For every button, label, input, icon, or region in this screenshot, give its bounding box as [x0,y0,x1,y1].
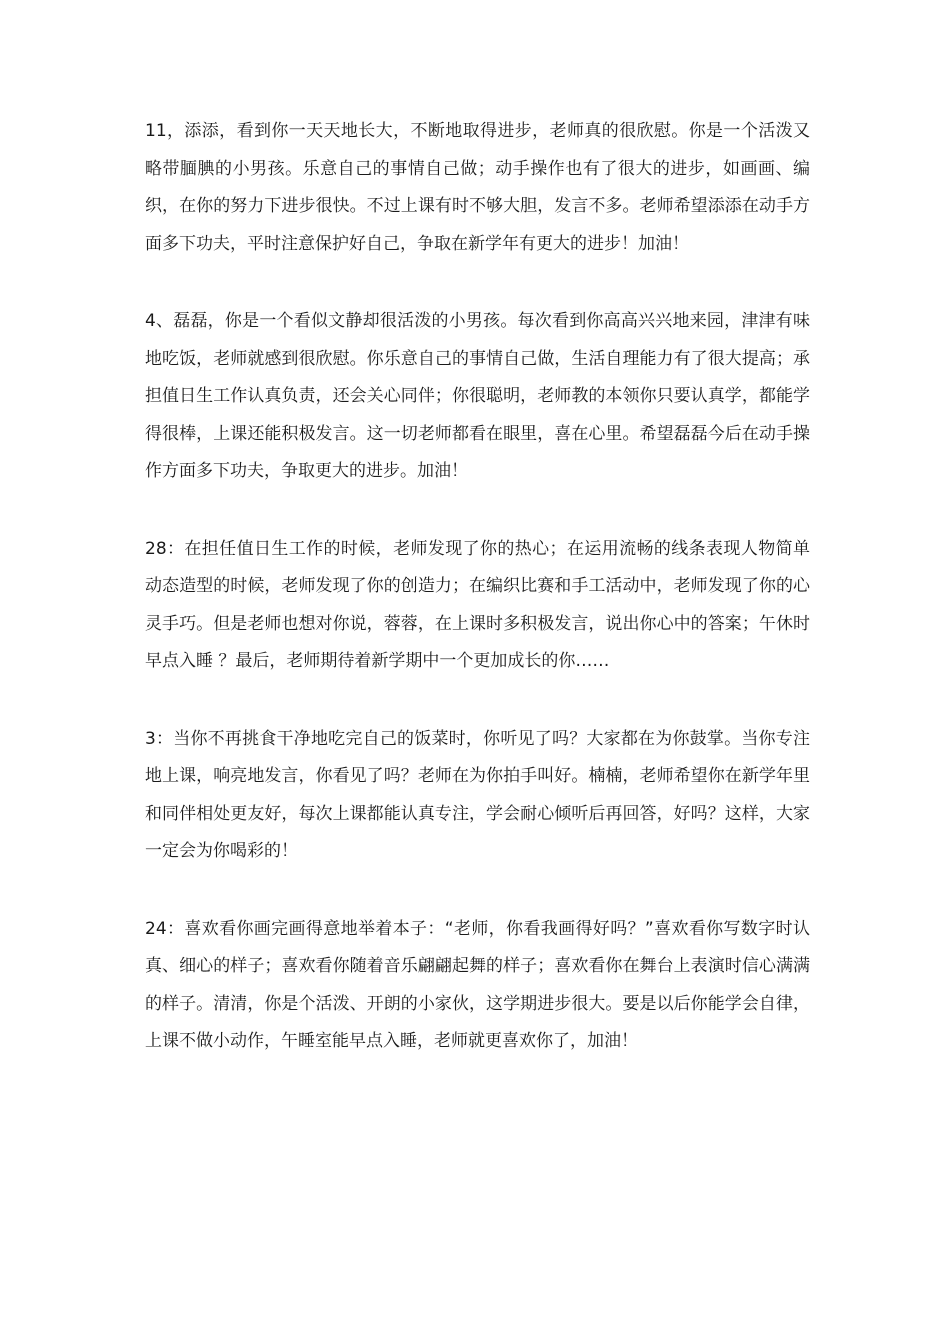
comment-paragraph-3: 3：当你不再挑食干净地吃完自己的饭菜时，你听见了吗？大家都在为你鼓掌。当你专注地上课，响亮地发言，你看见了吗？老师在为你拍手叫好。楠楠，老师希望你在新学年里和同伴相处更友好，每次上课都能认真专注，学会耐心倾听后再回答，好吗？这样，大家一定会为你喝彩的！ [145,728,810,861]
comment-paragraph-28: 28：在担任值日生工作的时候，老师发现了你的热心；在运用流畅的线条表现人物简单动态造型的时候，老师发现了你的创造力；在编织比赛和手工活动中，老师发现了你的心灵手巧。但是老师也想对你说，蓉蓉，在上课时多积极发言，说出你心中的答案；午休时早点入睡 ？最后，老师期待着新学期中一个更加成长的你…… [145,538,810,671]
comment-paragraph-24: 24：喜欢看你画完画得意地举着本子：“老师，你看我画得好吗？”喜欢看你写数字时认真、细心的样子；喜欢看你随着音乐翩翩起舞的样子；喜欢看你在舞台上表演时信心满满的样子。清清，你是个活泼、开朗的小家伙，这学期进步很大。要是以后你能学会自律，上课不做小动作，午睡室能早点入睡，老师就更喜欢你了，加油！ [145,918,810,1051]
document-body [145,113,810,1101]
comment-paragraph-11: 11，添添，看到你一天天地长大，不断地取得进步，老师真的很欣慰。你是一个活泼又略带腼腆的小男孩。乐意自己的事情自己做；动手操作也有了很大的进步，如画画、编织，在你的努力下进步很快。不过上课有时不够大胆，发言不多。老师希望添添在动手方面多下功夫，平时注意保护好自己，争取在新学年有更大的进步！加油！ [145,121,810,254]
comment-paragraph-4: 4、磊磊，你是一个看似文静却很活泼的小男孩。每次看到你高高兴兴地来园，津津有味地吃饭，老师就感到很欣慰。你乐意自己的事情自己做，生活自理能力有了很大提高；承担值日生工作认真负责，还会关心同伴；你很聪明，老师教的本领你只要认真学，都能学得很棒，上课还能积极发言。这一切老师都看在眼里，喜在心里。希望磊磊今后在动手操作方面多下功夫，争取更大的进步。加油！ [145,311,810,481]
